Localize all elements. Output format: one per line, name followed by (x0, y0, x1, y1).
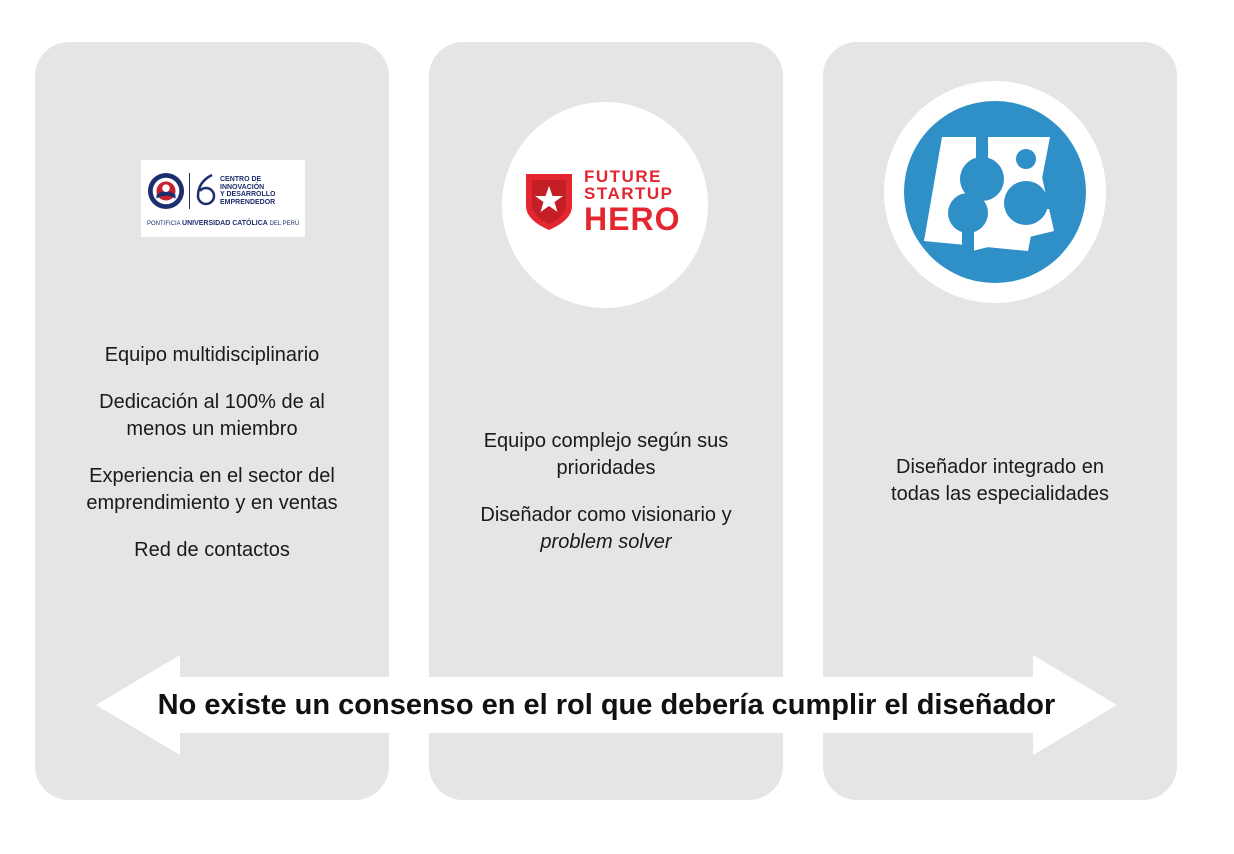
fsh-wordmark: FUTURE STARTUP HERO (584, 167, 681, 237)
six-mark-icon (194, 172, 218, 210)
card1-item: Equipo multidisciplinario (104, 344, 320, 366)
logo-divider (189, 173, 190, 209)
card2-item: Equipo complejo según sus prioridades (483, 430, 729, 479)
arrow-caption: No existe un consenso en el rol que debería cumplir el diseñador (157, 688, 1056, 721)
card2-text (429, 428, 783, 576)
pucp-seal-icon (147, 172, 185, 210)
card1-item: Red de contactos (134, 539, 290, 561)
card3-item: Diseñador integrado en todas las especialidades (891, 456, 1109, 505)
card2-item (429, 502, 783, 556)
fsh-logo (502, 102, 708, 308)
card1-text (35, 342, 389, 584)
pucp-footer: PONTIFICIA UNIVERSIDAD CATÓLICA DEL PERÚ (147, 220, 300, 227)
cide-name: CENTRO DE INNOVACIÓN Y DESARROLLO EMPRENDEDOR (220, 176, 276, 206)
card2-item-text: Diseñador como visionario y (480, 504, 732, 526)
card3-text (823, 454, 1177, 528)
fablab-icon (904, 101, 1086, 283)
card1-item: Dedicación al 100% de al menos un miembro (99, 391, 325, 440)
pucp-logo (141, 160, 305, 237)
shield-star-icon (522, 168, 576, 232)
fablab-logo (884, 81, 1106, 303)
card1-item: Experiencia en el sector del emprendimiento y en ventas (86, 465, 338, 514)
card2-item-italic: problem solver (540, 531, 672, 553)
